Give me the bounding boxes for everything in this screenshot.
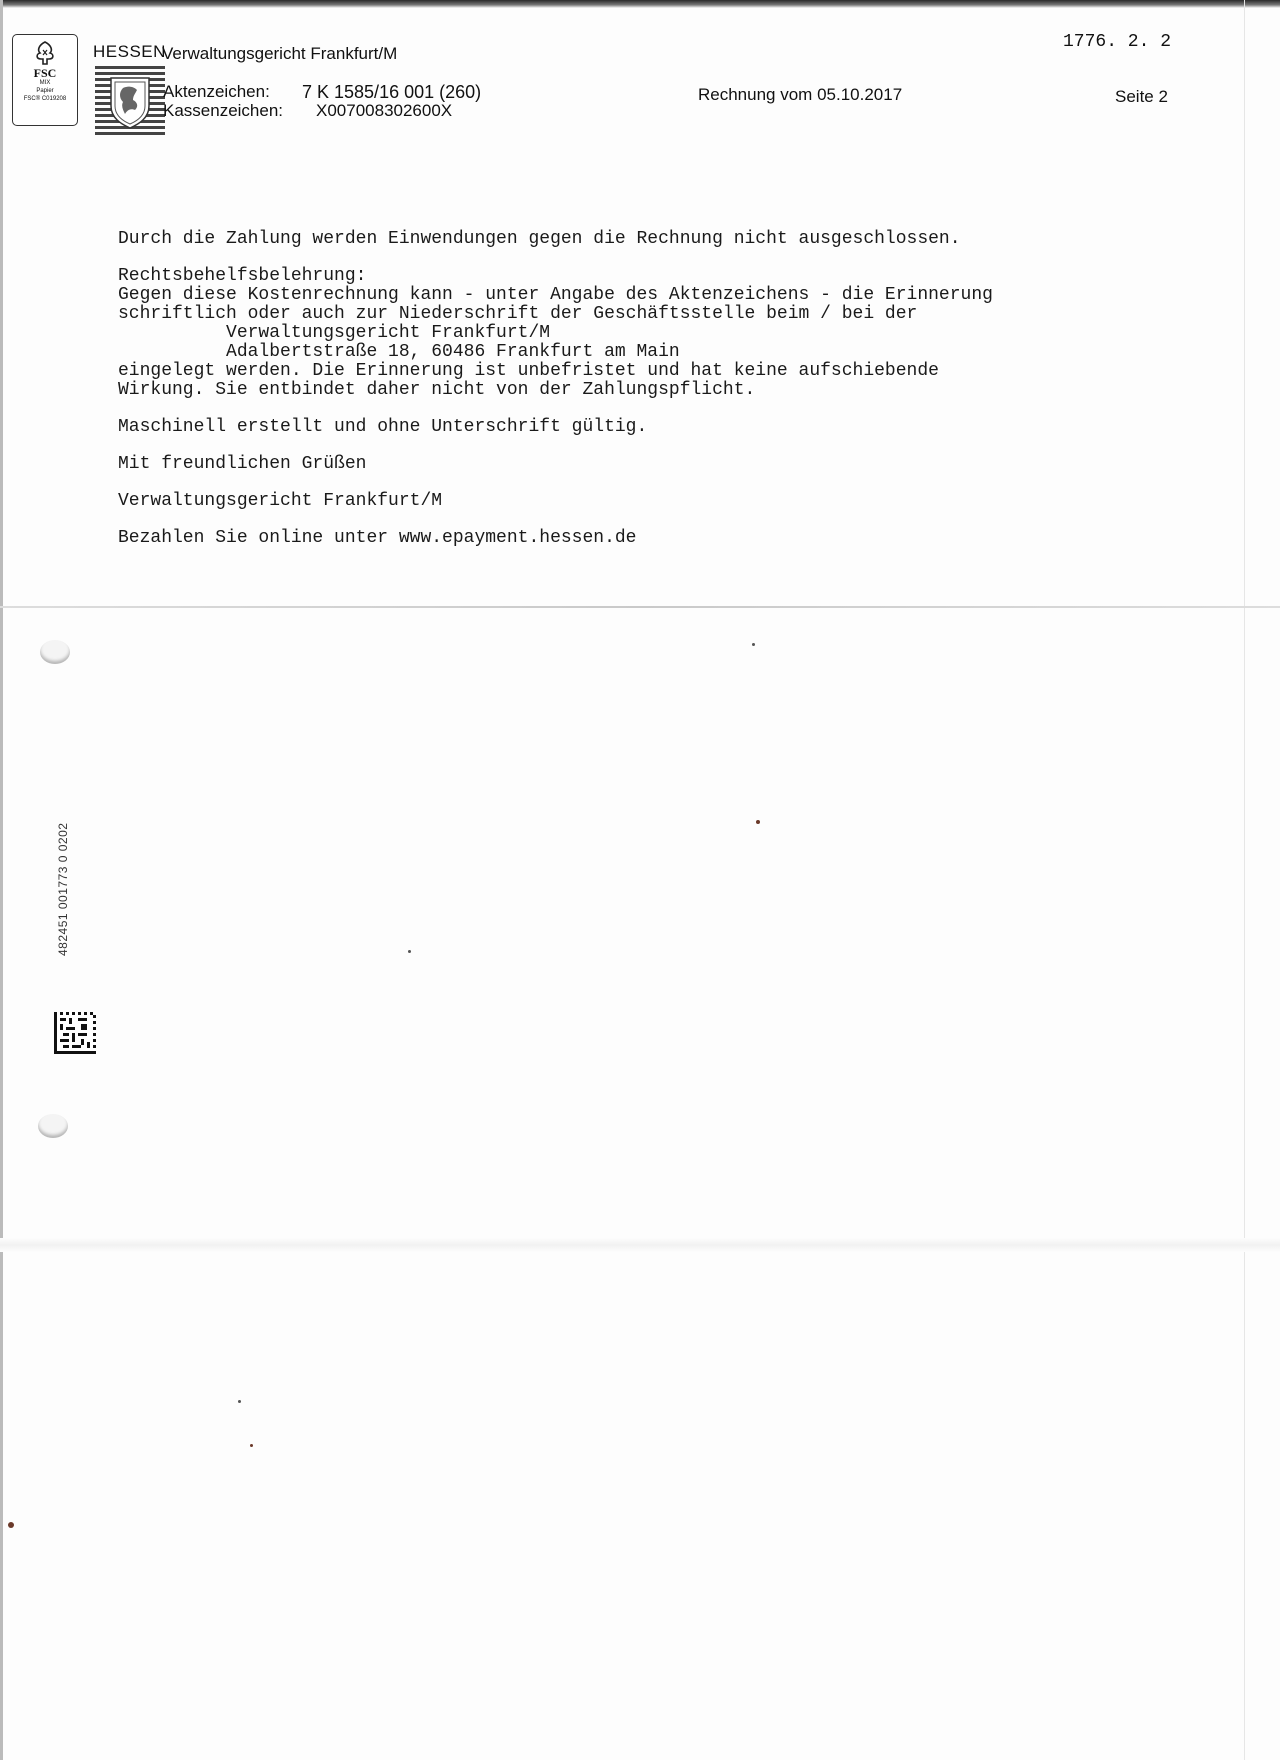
fsc-paper: Papier bbox=[36, 88, 54, 94]
legal-remedy-heading: Rechtsbehelfsbelehrung: bbox=[118, 266, 367, 286]
legal-remedy-line: Wirkung. Sie entbindet daher nicht von der Zahlungspflicht. bbox=[118, 380, 756, 400]
paper-fold-line-lower bbox=[0, 1238, 1280, 1252]
aktenzeichen-value: 7 K 1585/16 001 (260) bbox=[302, 82, 482, 102]
scan-top-edge bbox=[0, 0, 1280, 8]
legal-remedy-line: eingelegt werden. Die Erinnerung ist unbefristet und hat keine aufschiebende bbox=[118, 361, 939, 381]
datamatrix-code bbox=[54, 1012, 96, 1054]
fsc-tree-icon bbox=[30, 39, 60, 67]
aktenzeichen-label: Aktenzeichen: bbox=[163, 82, 270, 101]
machine-generated-note: Maschinell erstellt und ohne Unterschrift gültig. bbox=[118, 417, 648, 437]
vertical-margin-code: 482451 001773 0 0202 bbox=[56, 822, 70, 956]
fsc-mix: MIX bbox=[39, 80, 51, 86]
paper-fold-line bbox=[0, 606, 1280, 608]
invoice-date: Rechnung vom 05.10.2017 bbox=[698, 85, 903, 104]
punch-hole bbox=[38, 1114, 68, 1138]
objection-note: Durch die Zahlung werden Einwendungen gegen die Rechnung nicht ausgeschlossen. bbox=[118, 229, 961, 249]
kassenzeichen-label: Kassenzeichen: bbox=[163, 101, 284, 120]
letter-body bbox=[118, 230, 1148, 548]
paper-speck bbox=[752, 643, 755, 646]
scan-left-edge bbox=[0, 0, 3, 1760]
punch-hole bbox=[40, 640, 70, 664]
paper-speck bbox=[756, 820, 760, 824]
kassenzeichen-value: X007008302600X bbox=[316, 101, 453, 120]
scan-right-edge bbox=[1244, 0, 1245, 1760]
fsc-code: FSC® C019208 bbox=[23, 96, 67, 102]
fsc-logo bbox=[12, 34, 78, 126]
closing-signature: Verwaltungsgericht Frankfurt/M bbox=[118, 491, 443, 511]
court-address-name: Verwaltungsgericht Frankfurt/M bbox=[118, 323, 551, 343]
legal-remedy-line: schriftlich oder auch zur Niederschrift der Geschäftsstelle beim / bei der bbox=[118, 304, 918, 324]
hessen-crest-icon bbox=[95, 66, 165, 138]
court-name: Verwaltungsgericht Frankfurt/M bbox=[162, 44, 398, 63]
paper-speck bbox=[408, 950, 411, 953]
state-name: HESSEN bbox=[93, 42, 166, 61]
court-address-street: Adalbertstraße 18, 60486 Frankfurt am Main bbox=[118, 342, 680, 362]
legal-remedy-line: Gegen diese Kostenrechnung kann - unter Angabe des Aktenzeichens - die Erinnerung bbox=[118, 285, 993, 305]
paper-speck bbox=[250, 1444, 253, 1447]
paper-speck bbox=[238, 1400, 241, 1403]
closing-greeting: Mit freundlichen Grüßen bbox=[118, 454, 367, 474]
paper-speck bbox=[8, 1522, 14, 1528]
document-number: 1776. 2. 2 bbox=[1063, 32, 1172, 52]
fsc-brand: FSC bbox=[33, 66, 57, 80]
online-payment-note: Bezahlen Sie online unter www.epayment.hessen.de bbox=[118, 528, 637, 548]
page-number: Seite 2 bbox=[1115, 87, 1168, 106]
